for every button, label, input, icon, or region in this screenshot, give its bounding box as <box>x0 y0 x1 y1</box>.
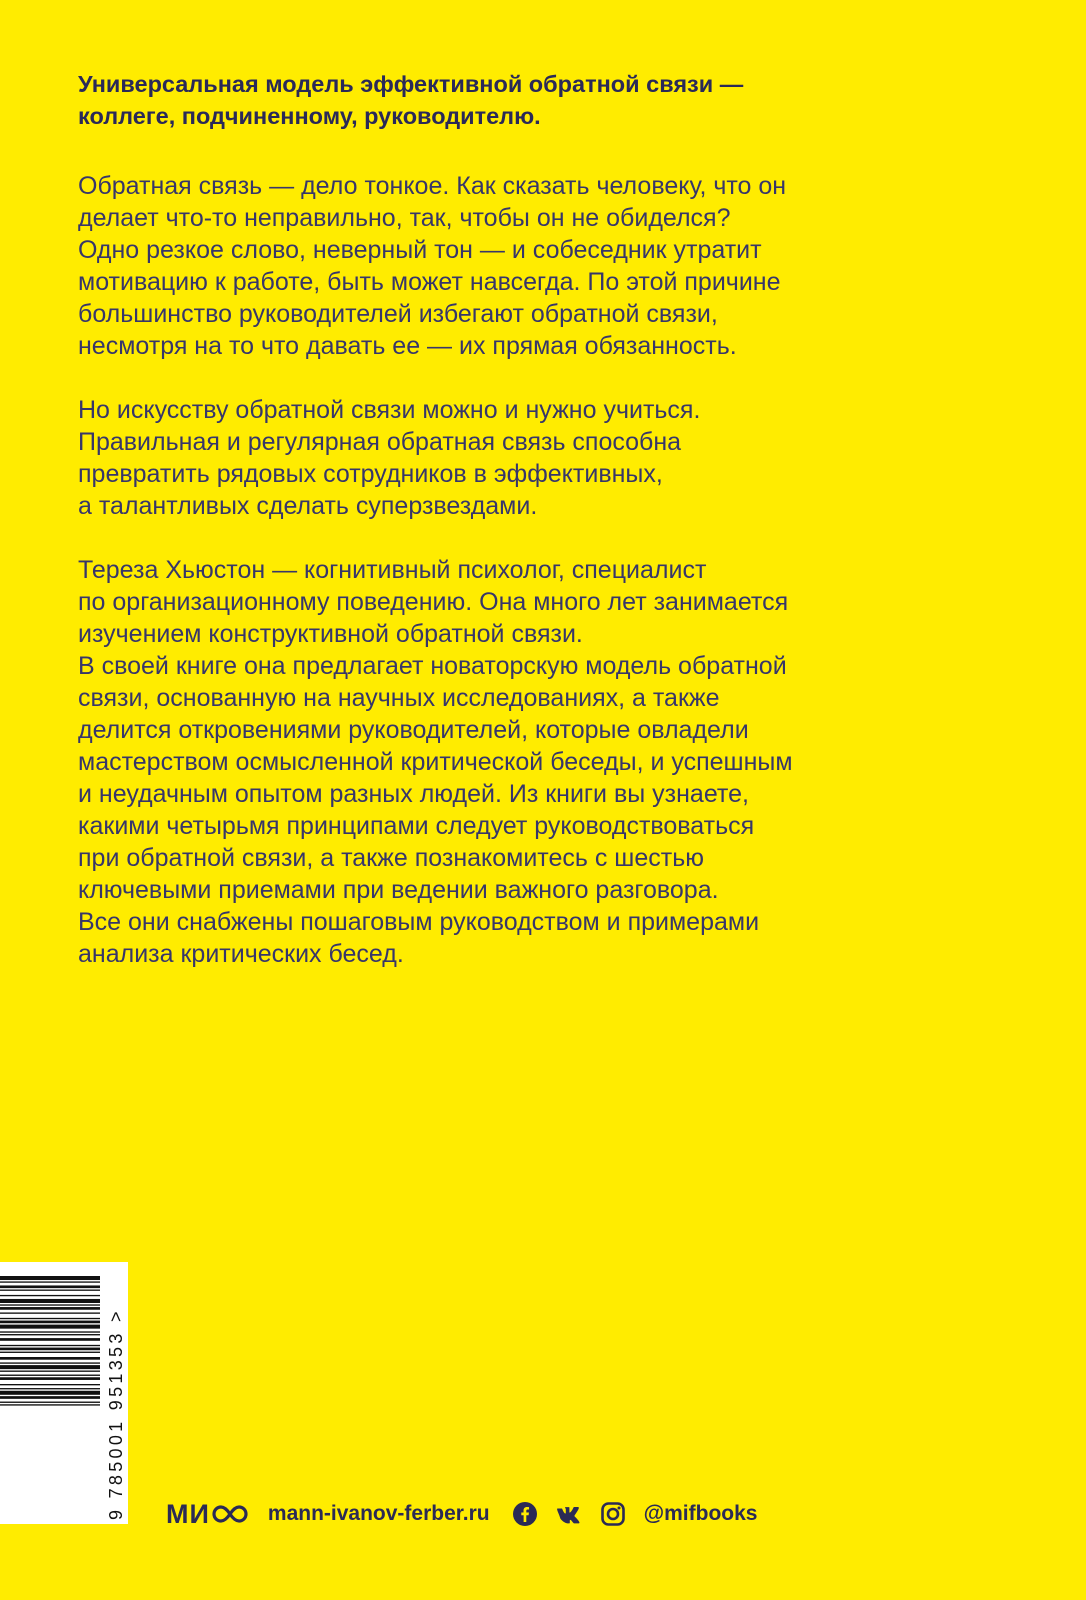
paragraph-line: Одно резкое слово, неверный тон — и собеседник утратит <box>78 236 762 264</box>
barcode-stripe <box>0 1285 100 1288</box>
paragraph-line: ключевыми приемами при ведении важного разговора. <box>78 876 719 904</box>
paragraph-line: несмотря на то что давать ее — их прямая обязанность. <box>78 332 737 360</box>
lead-line: Универсальная модель эффективной обратной связи — <box>78 71 744 97</box>
vk-icon[interactable] <box>556 1501 582 1527</box>
barcode-stripe <box>0 1307 100 1310</box>
back-cover-text <box>78 68 978 1002</box>
logo-letters: МИ <box>166 1498 210 1529</box>
barcode-stripe <box>0 1295 100 1296</box>
infinity-icon <box>212 1503 248 1525</box>
barcode-stripe <box>0 1345 100 1346</box>
barcode-stripe <box>0 1331 100 1332</box>
paragraph-line: Все они снабжены пошаговым руководством и примерами <box>78 908 760 936</box>
barcode-stripe <box>0 1396 100 1399</box>
barcode-stripe <box>0 1304 100 1305</box>
barcode-bars <box>0 1276 100 1506</box>
website-link[interactable]: mann-ivanov-ferber.ru <box>267 1502 490 1525</box>
barcode-stripe <box>0 1299 100 1303</box>
barcode-stripe <box>0 1290 100 1291</box>
barcode-stripe <box>0 1352 100 1353</box>
barcode-stripe <box>0 1325 100 1329</box>
facebook-icon[interactable] <box>512 1501 538 1527</box>
barcode-stripe <box>0 1357 100 1360</box>
lead-heading <box>78 68 978 132</box>
paragraph-line: Но искусству обратной связи можно и нужно учиться. <box>78 396 701 424</box>
paragraph-line: а талантливых сделать суперзвездами. <box>78 492 538 520</box>
barcode-stripe <box>0 1375 100 1376</box>
paragraph-line: анализа критических бесед. <box>78 940 404 968</box>
publisher-logo <box>166 1499 248 1530</box>
barcode-stripe <box>0 1334 100 1335</box>
paragraph-line: связи, основанную на научных исследованиях, а также <box>78 684 720 712</box>
barcode-stripe <box>0 1348 100 1351</box>
barcode-stripe <box>0 1312 100 1313</box>
paragraph-line: и неудачным опытом разных людей. Из книги вы узнаете, <box>78 780 749 808</box>
paragraph-line: превратить рядовых сотрудников в эффективных, <box>78 460 663 488</box>
paragraph-line: по организационному поведению. Она много лет занимается <box>78 588 789 616</box>
isbn-text: 9 785001 951353 > <box>106 1308 126 1520</box>
lead-line: коллеге, подчиненному, руководителю. <box>78 103 541 129</box>
isbn-number <box>104 1264 126 1522</box>
barcode-stripe <box>0 1391 100 1395</box>
barcode-stripe <box>0 1388 100 1389</box>
barcode-stripe <box>0 1365 100 1369</box>
paragraph-line: делает что-то неправильно, так, чтобы он не обиделся? <box>78 204 731 232</box>
social-handle[interactable]: @mifbooks <box>643 1502 758 1525</box>
paragraph-line: изучением конструктивной обратной связи. <box>78 620 583 648</box>
paragraph-line: большинство руководителей избегают обратной связи, <box>78 300 718 328</box>
paragraph-line: Тереза Хьюстон — когнитивный психолог, специалист <box>78 556 707 584</box>
paragraph-line: при обратной связи, а также познакомитесь с шестью <box>78 844 704 872</box>
paragraph-line: делится откровениями руководителей, которые овладели <box>78 716 749 744</box>
barcode-stripe <box>0 1281 100 1282</box>
paragraph-line: какими четырьмя принципами следует руководствоваться <box>78 812 755 840</box>
barcode-stripe <box>0 1338 100 1341</box>
barcode-stripe <box>0 1276 100 1280</box>
paragraph-learning <box>78 394 978 522</box>
barcode-stripe <box>0 1362 100 1363</box>
barcode-stripe <box>0 1377 100 1380</box>
paragraph-author <box>78 554 978 970</box>
instagram-icon[interactable] <box>600 1501 626 1527</box>
paragraph-line: мотивацию к работе, быть может навсегда. По этой причине <box>78 268 781 296</box>
paragraph-line: мастерством осмысленной критической беседы, и успешным <box>78 748 793 776</box>
barcode-stripe <box>0 1404 100 1405</box>
barcode-stripe <box>0 1402 100 1403</box>
barcode-stripe <box>0 1384 100 1385</box>
paragraph-line: Правильная и регулярная обратная связь способна <box>78 428 682 456</box>
paragraph-line: В своей книге она предлагает новаторскую модель обратной <box>78 652 787 680</box>
publisher-footer <box>166 1494 757 1534</box>
barcode-stripe <box>0 1371 100 1372</box>
paragraph-line: Обратная связь — дело тонкое. Как сказать человеку, что он <box>78 172 787 200</box>
paragraph-intro <box>78 170 978 362</box>
barcode-stripe <box>0 1318 100 1319</box>
barcode-stripe <box>0 1321 100 1324</box>
